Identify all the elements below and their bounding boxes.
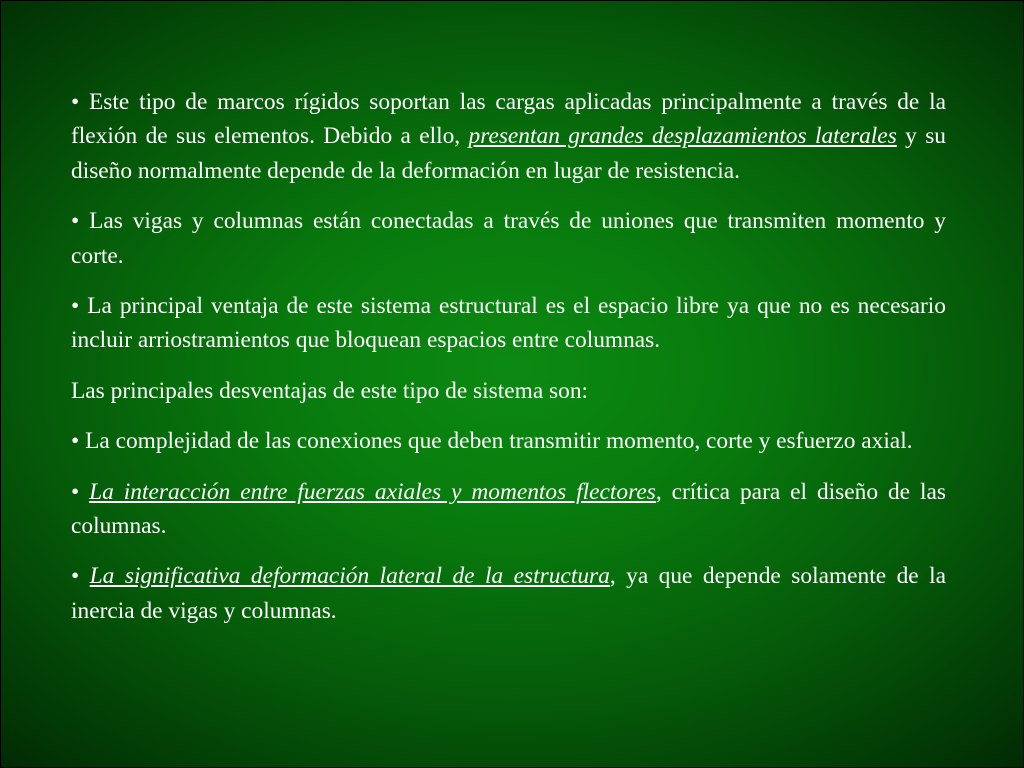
text-run: La complejidad de las conexiones que deben transmitir momento, corte y esfuerzo axial.	[85, 428, 913, 455]
bullet: •	[71, 208, 80, 235]
text-run: Las principales desventajas de este tipo de sistema son:	[71, 377, 589, 404]
paragraph-disadvantages-intro	[71, 374, 946, 408]
text-run: y su diseño normalmente depende de la deformación en lugar de resistencia.	[71, 123, 946, 184]
bullet: •	[71, 293, 80, 320]
emphasized-text: La significativa deformación lateral de la estructura	[89, 563, 610, 590]
paragraph-lateral-deformation	[71, 559, 946, 628]
bullet: •	[71, 89, 80, 115]
text-run: La principal ventaja de este sistema estructural es el espacio libre ya que no es necesario incluir arriostramientos que bloquean espacios entre columnas.	[71, 293, 946, 354]
slide-content	[71, 85, 946, 644]
bullet: •	[71, 478, 80, 505]
paragraph-connections	[71, 204, 946, 273]
text-run: Este tipo de marcos rígidos soportan las cargas aplicadas principalmente a través de la flexión de sus elementos. Debido a ello,	[71, 89, 946, 150]
text-run: , ya que depende solamente de la inercia de vigas y columnas.	[71, 563, 946, 624]
bullet: •	[71, 563, 80, 590]
paragraph-advantage	[71, 289, 946, 358]
text-run: Las vigas y columnas están conectadas a través de uniones que transmiten momento y corte.	[71, 208, 946, 269]
bullet: •	[71, 428, 80, 455]
emphasized-text: La interacción entre fuerzas axiales y momentos flectores	[89, 478, 656, 505]
text-run: , crítica para el diseño de las columnas.	[71, 478, 946, 540]
paragraph-rigid-frames	[71, 85, 946, 188]
emphasized-text: presentan grandes desplazamientos laterales	[468, 123, 897, 150]
paragraph-connection-complexity	[71, 424, 946, 458]
paragraph-axial-moment-interaction	[71, 475, 946, 544]
